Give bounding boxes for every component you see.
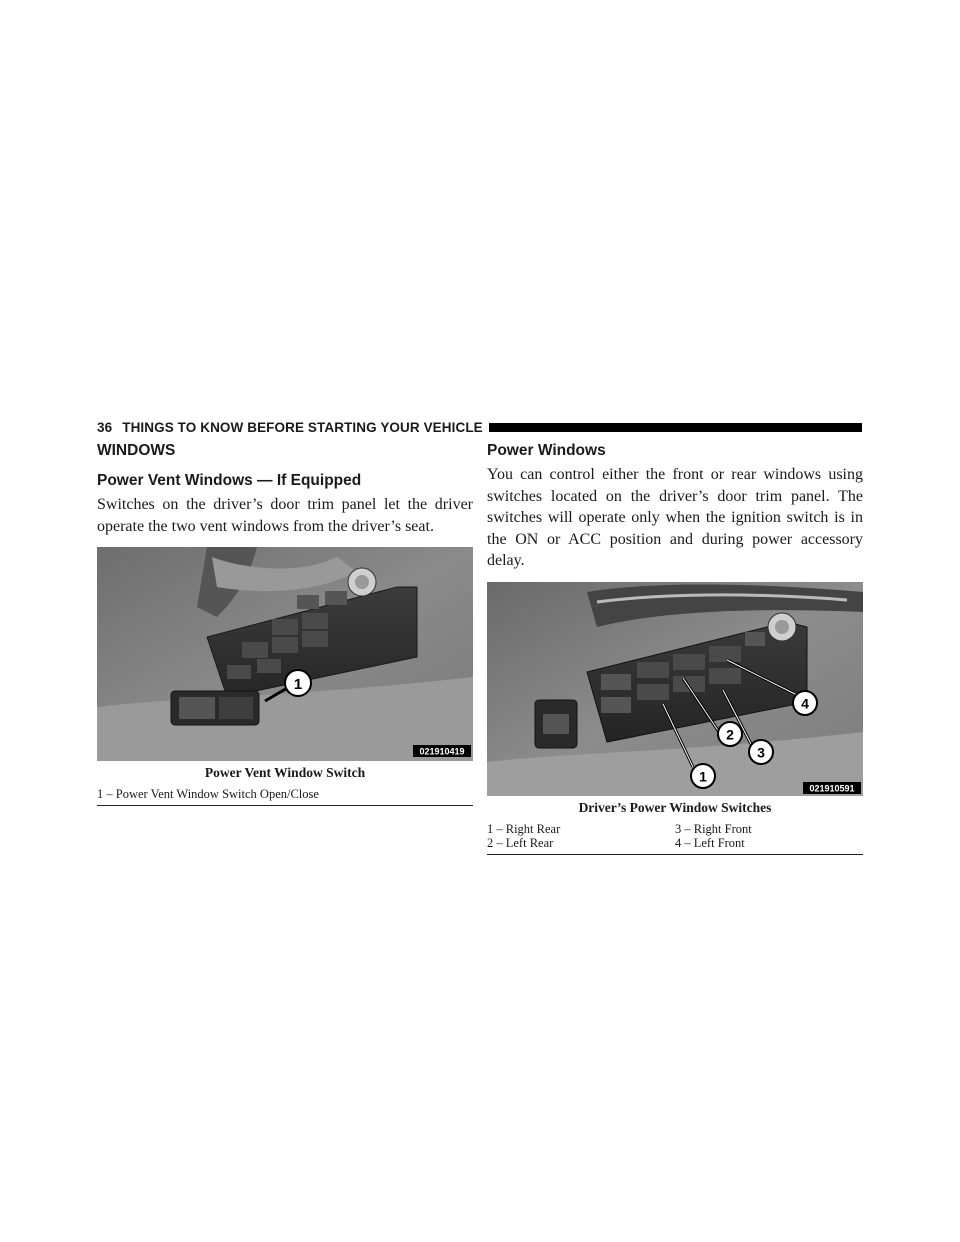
header-rule [489,423,862,432]
power-windows-paragraph: You can control either the front or rear windows using switches located on the driver’s door trim panel. The switches will operate only when the ignition switch is in the ON or ACC position and during power accessory delay. [487,466,863,569]
legend-item: 3 – Right Front [675,821,752,836]
callout-2: 2 [726,726,734,742]
power-windows-title: Power Windows [487,442,606,459]
power-vent-switch-photo [97,547,473,761]
power-vent-paragraph: Switches on the driver’s door trim panel let the driver operate the two vent windows from the driver’s seat. [97,496,473,535]
legend-row [487,836,863,851]
running-header-title: THINGS TO KNOW BEFORE STARTING YOUR VEHICLE [122,419,483,435]
image-code-label: 021910591 [809,783,855,793]
legend-item: 1 – Power Vent Window Switch Open/Close [97,787,319,801]
image-code-label: 021910419 [419,746,465,757]
power-vent-title: Power Vent Windows — If Equipped [97,472,362,489]
callout-1: 1 [293,676,303,693]
legend-item: 4 – Left Front [675,836,745,850]
figure-legend [487,822,863,855]
legend-row [97,787,473,802]
callout-1: 1 [699,768,707,784]
section-title: WINDOWS [97,442,176,459]
power-windows-figure [487,582,863,855]
legend-item: 1 – Right Rear [487,821,561,836]
callout-3: 3 [757,744,765,760]
figure-caption: Power Vent Window Switch [204,765,366,780]
figure-legend [97,787,473,806]
callout-4: 4 [801,695,809,711]
legend-item: 2 – Left Rear [487,836,554,850]
legend-row [487,822,863,837]
left-column [97,442,473,806]
page-header [97,418,862,436]
page-number: 36 [97,419,113,435]
figure-caption: Driver’s Power Window Switches [578,799,772,815]
right-column [487,442,863,855]
power-vent-figure [97,547,473,806]
driver-window-switches-photo [487,582,863,796]
